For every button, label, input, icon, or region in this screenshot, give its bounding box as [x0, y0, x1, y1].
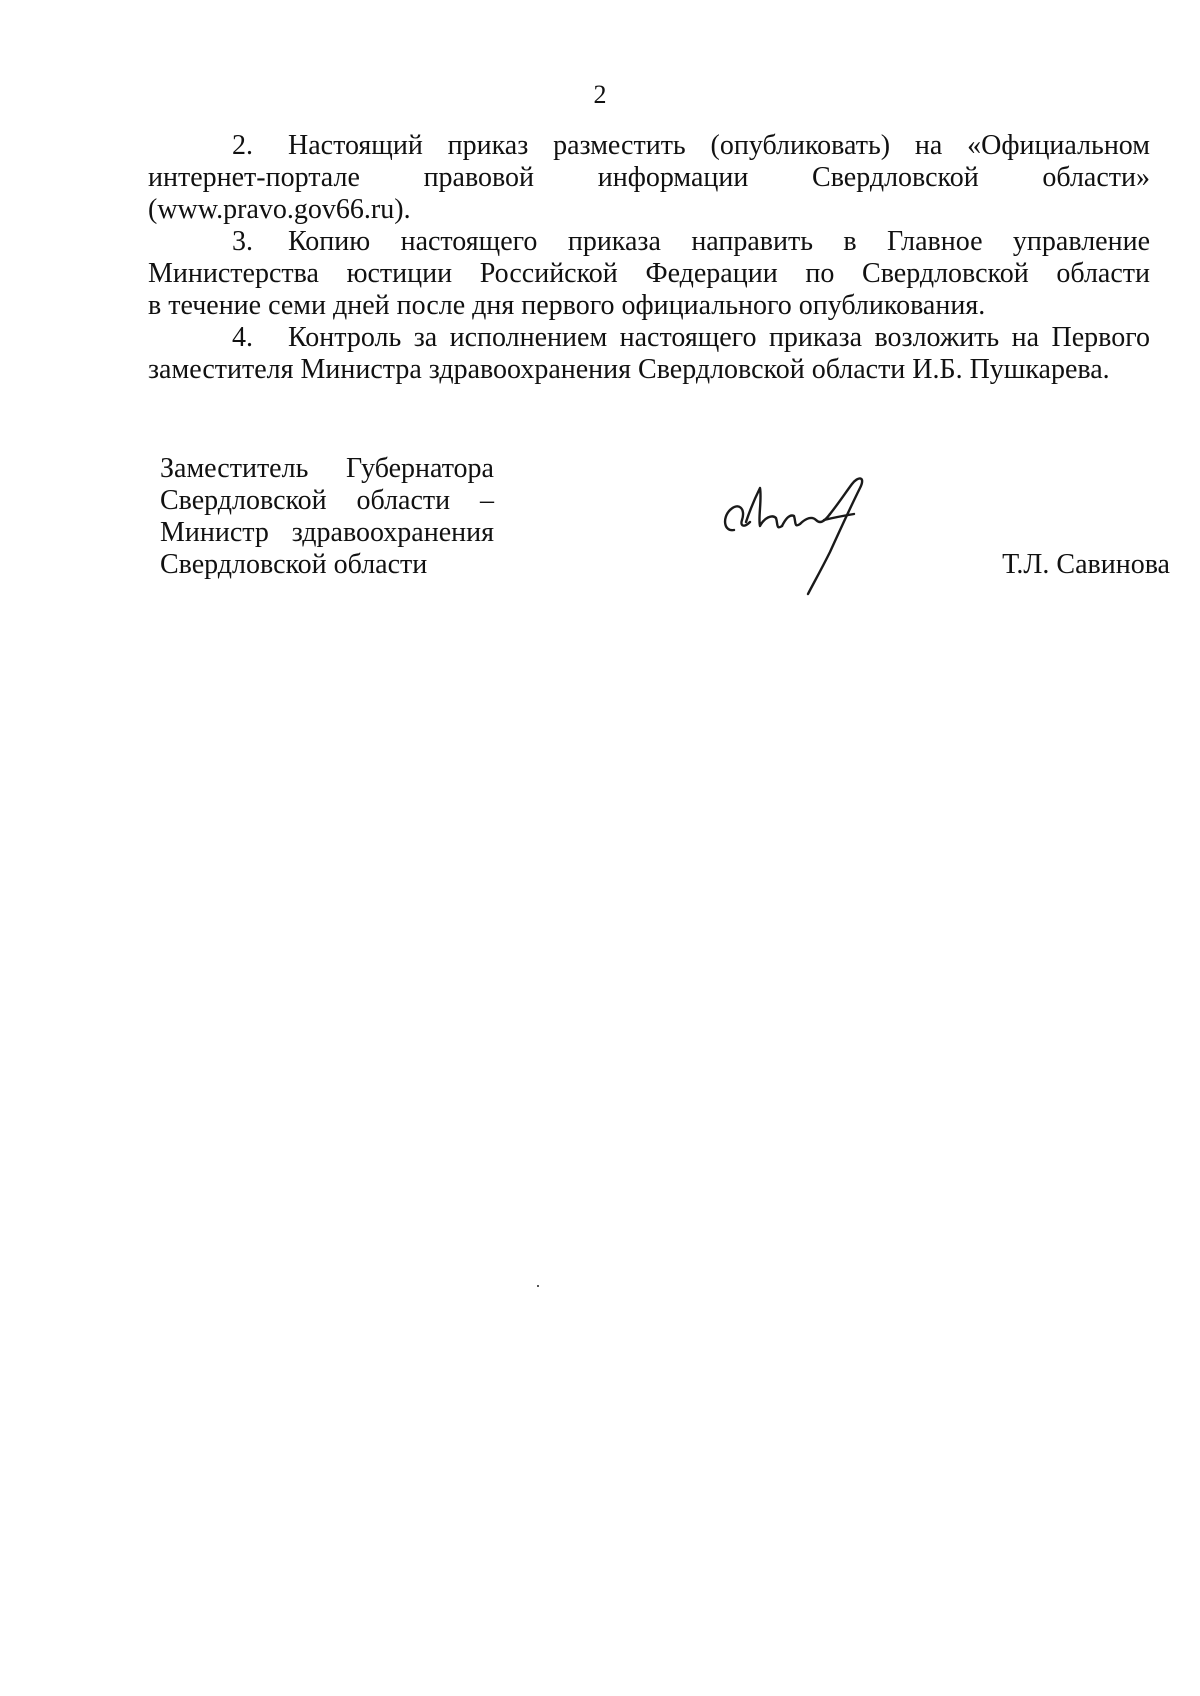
page-number: 2 [593, 80, 607, 109]
paragraph-line-text: Контроль за исполнением настоящего приказа возложить на Первого [288, 322, 1150, 353]
paragraph-line: заместителя Министра здравоохранения Свердловской области И.Б. Пушкарева. [148, 354, 1110, 385]
paragraph-line: интернет-портале правовой информации Свердловской области» [148, 162, 1150, 193]
signatory-position-line: Министр здравоохранения [160, 517, 494, 548]
signatory-position-line: Свердловской области [160, 549, 428, 580]
signer-name: Т.Л. Савинова [1002, 549, 1170, 580]
paragraph-number: 3. [232, 226, 253, 257]
paragraph-4 [148, 322, 1150, 386]
paragraph-number: 2. [232, 130, 253, 161]
handwritten-signature [720, 470, 910, 600]
paragraph-3 [148, 226, 1150, 322]
paragraph-line-text: Копию настоящего приказа направить в Главное управление [288, 226, 1150, 257]
paragraph-line: в течение семи дней после дня первого официального опубликования. [148, 290, 986, 321]
paragraph-line: (www.pravo.gov66.ru). [148, 194, 411, 225]
paragraph-line [148, 322, 1150, 354]
signatory-position-line: Свердловской области – [160, 485, 494, 516]
paragraph-line [148, 130, 1150, 162]
signatory-position-line: Заместитель Губернатора [160, 453, 494, 484]
paragraph-line [148, 226, 1150, 258]
paragraph-line: Министерства юстиции Российской Федерации по Свердловской области [148, 258, 1150, 289]
paragraph-number: 4. [232, 322, 253, 353]
document-body [148, 130, 1150, 386]
scan-speck [537, 1285, 539, 1287]
signatory-position [160, 453, 494, 581]
paragraph-2 [148, 130, 1150, 226]
paragraph-line-text: Настоящий приказ разместить (опубликовать) на «Официальном [288, 130, 1150, 161]
